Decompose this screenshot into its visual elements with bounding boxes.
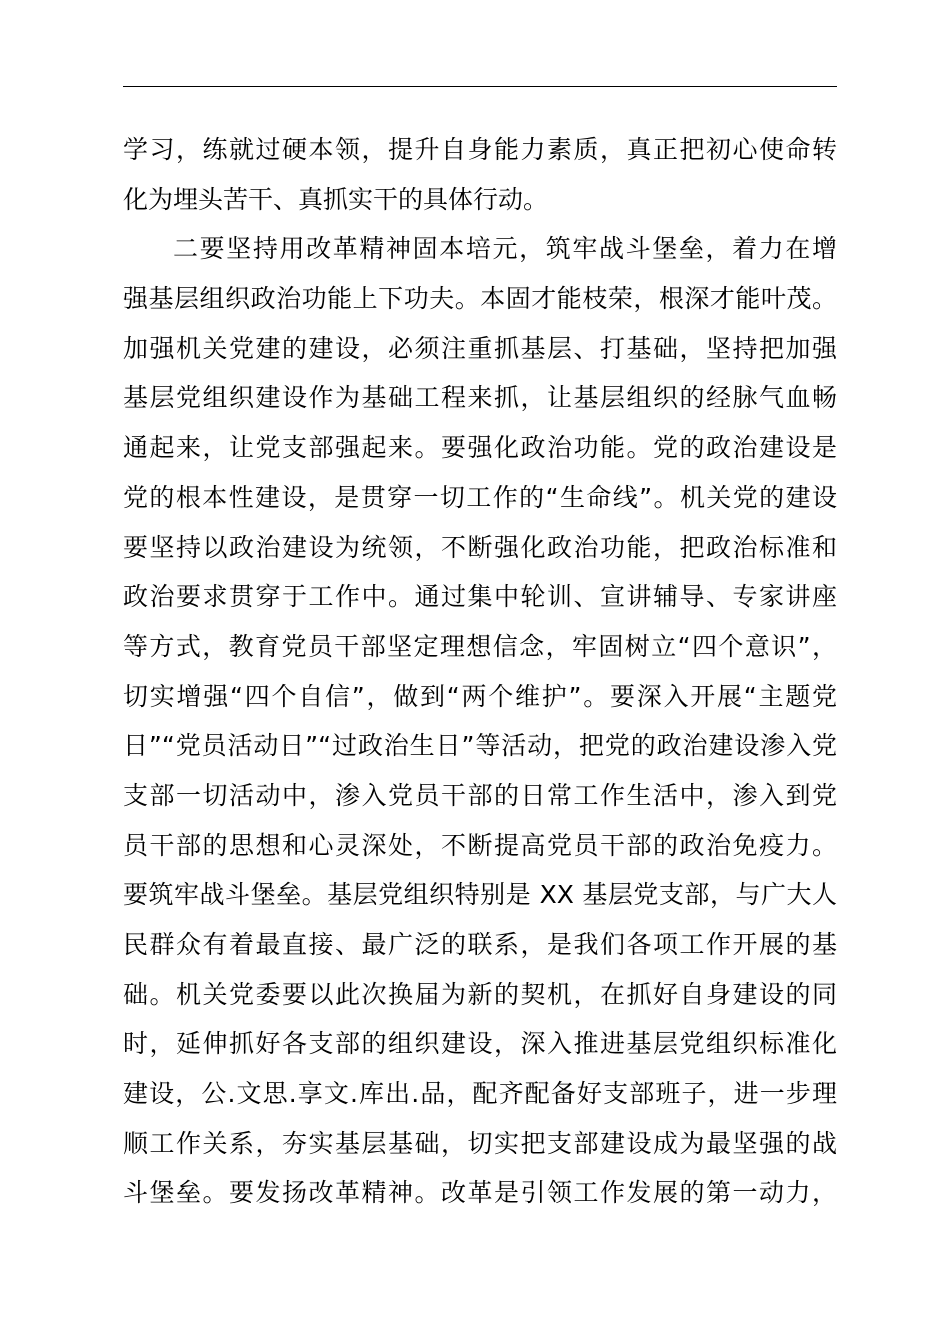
paragraph-start-line: 二要坚持用改革精神固本培元，筑牢战斗堡垒，着力在增 (173, 234, 837, 264)
text-line: 学习，练就过硬本领，提升自身能力素质，真正把初心使命转 (123, 135, 837, 164)
text-line: 要筑牢战斗堡垒。基层党组织特别是 XX 基层党支部，与广大人 (123, 880, 837, 910)
text-line: 通起来，让党支部强起来。要强化政治功能。党的政治建设是 (123, 433, 837, 463)
text-line: 日”“党员活动日”“过政治生日”等活动，把党的政治建设渗入党 (123, 731, 837, 761)
text-line: 要坚持以政治建设为统领，不断强化政治功能，把政治标准和 (123, 532, 837, 562)
text-line: 强基层组织政治功能上下功夫。本固才能枝荣，根深才能叶茂。 (123, 284, 837, 314)
header-rule (123, 86, 837, 87)
text-line: 政治要求贯穿于工作中。通过集中轮训、宣讲辅导、专家讲座 (123, 582, 837, 612)
body-text (123, 125, 837, 1218)
text-line: 民群众有着最直接、最广泛的联系，是我们各项工作开展的基 (123, 930, 837, 959)
text-line: 建设，公.文思.享文.库出.品，配齐配备好支部班子，进一步理 (123, 1079, 837, 1109)
text-line: 础。机关党委要以此次换届为新的契机，在抓好自身建设的同 (123, 979, 837, 1009)
text-line: 等方式，教育党员干部坚定理想信念，牢固树立“四个意识”， (123, 631, 837, 661)
text-line: 顺工作关系，夯实基层基础，切实把支部建设成为最坚强的战 (123, 1128, 837, 1158)
text-line: 员干部的思想和心灵深处，不断提高党员干部的政治免疫力。 (123, 830, 837, 860)
text-line: 党的根本性建设，是贯穿一切工作的“生命线”。机关党的建设 (123, 482, 837, 512)
text-line: 切实增强“四个自信”，做到“两个维护”。要深入开展“主题党 (123, 681, 837, 711)
text-line: 化为埋头苦干、真抓实干的具体行动。 (123, 184, 549, 214)
text-line: 基层党组织建设作为基础工程来抓，让基层组织的经脉气血畅 (123, 383, 837, 413)
text-line: 支部一切活动中，渗入党员干部的日常工作生活中，渗入到党 (123, 780, 837, 810)
text-line: 时，延伸抓好各支部的组织建设，深入推进基层党组织标准化 (123, 1029, 837, 1059)
text-line: 加强机关党建的建设，必须注重抓基层、打基础，坚持把加强 (123, 333, 837, 363)
text-line: 斗堡垒。要发扬改革精神。改革是引领工作发展的第一动力， (123, 1178, 837, 1208)
